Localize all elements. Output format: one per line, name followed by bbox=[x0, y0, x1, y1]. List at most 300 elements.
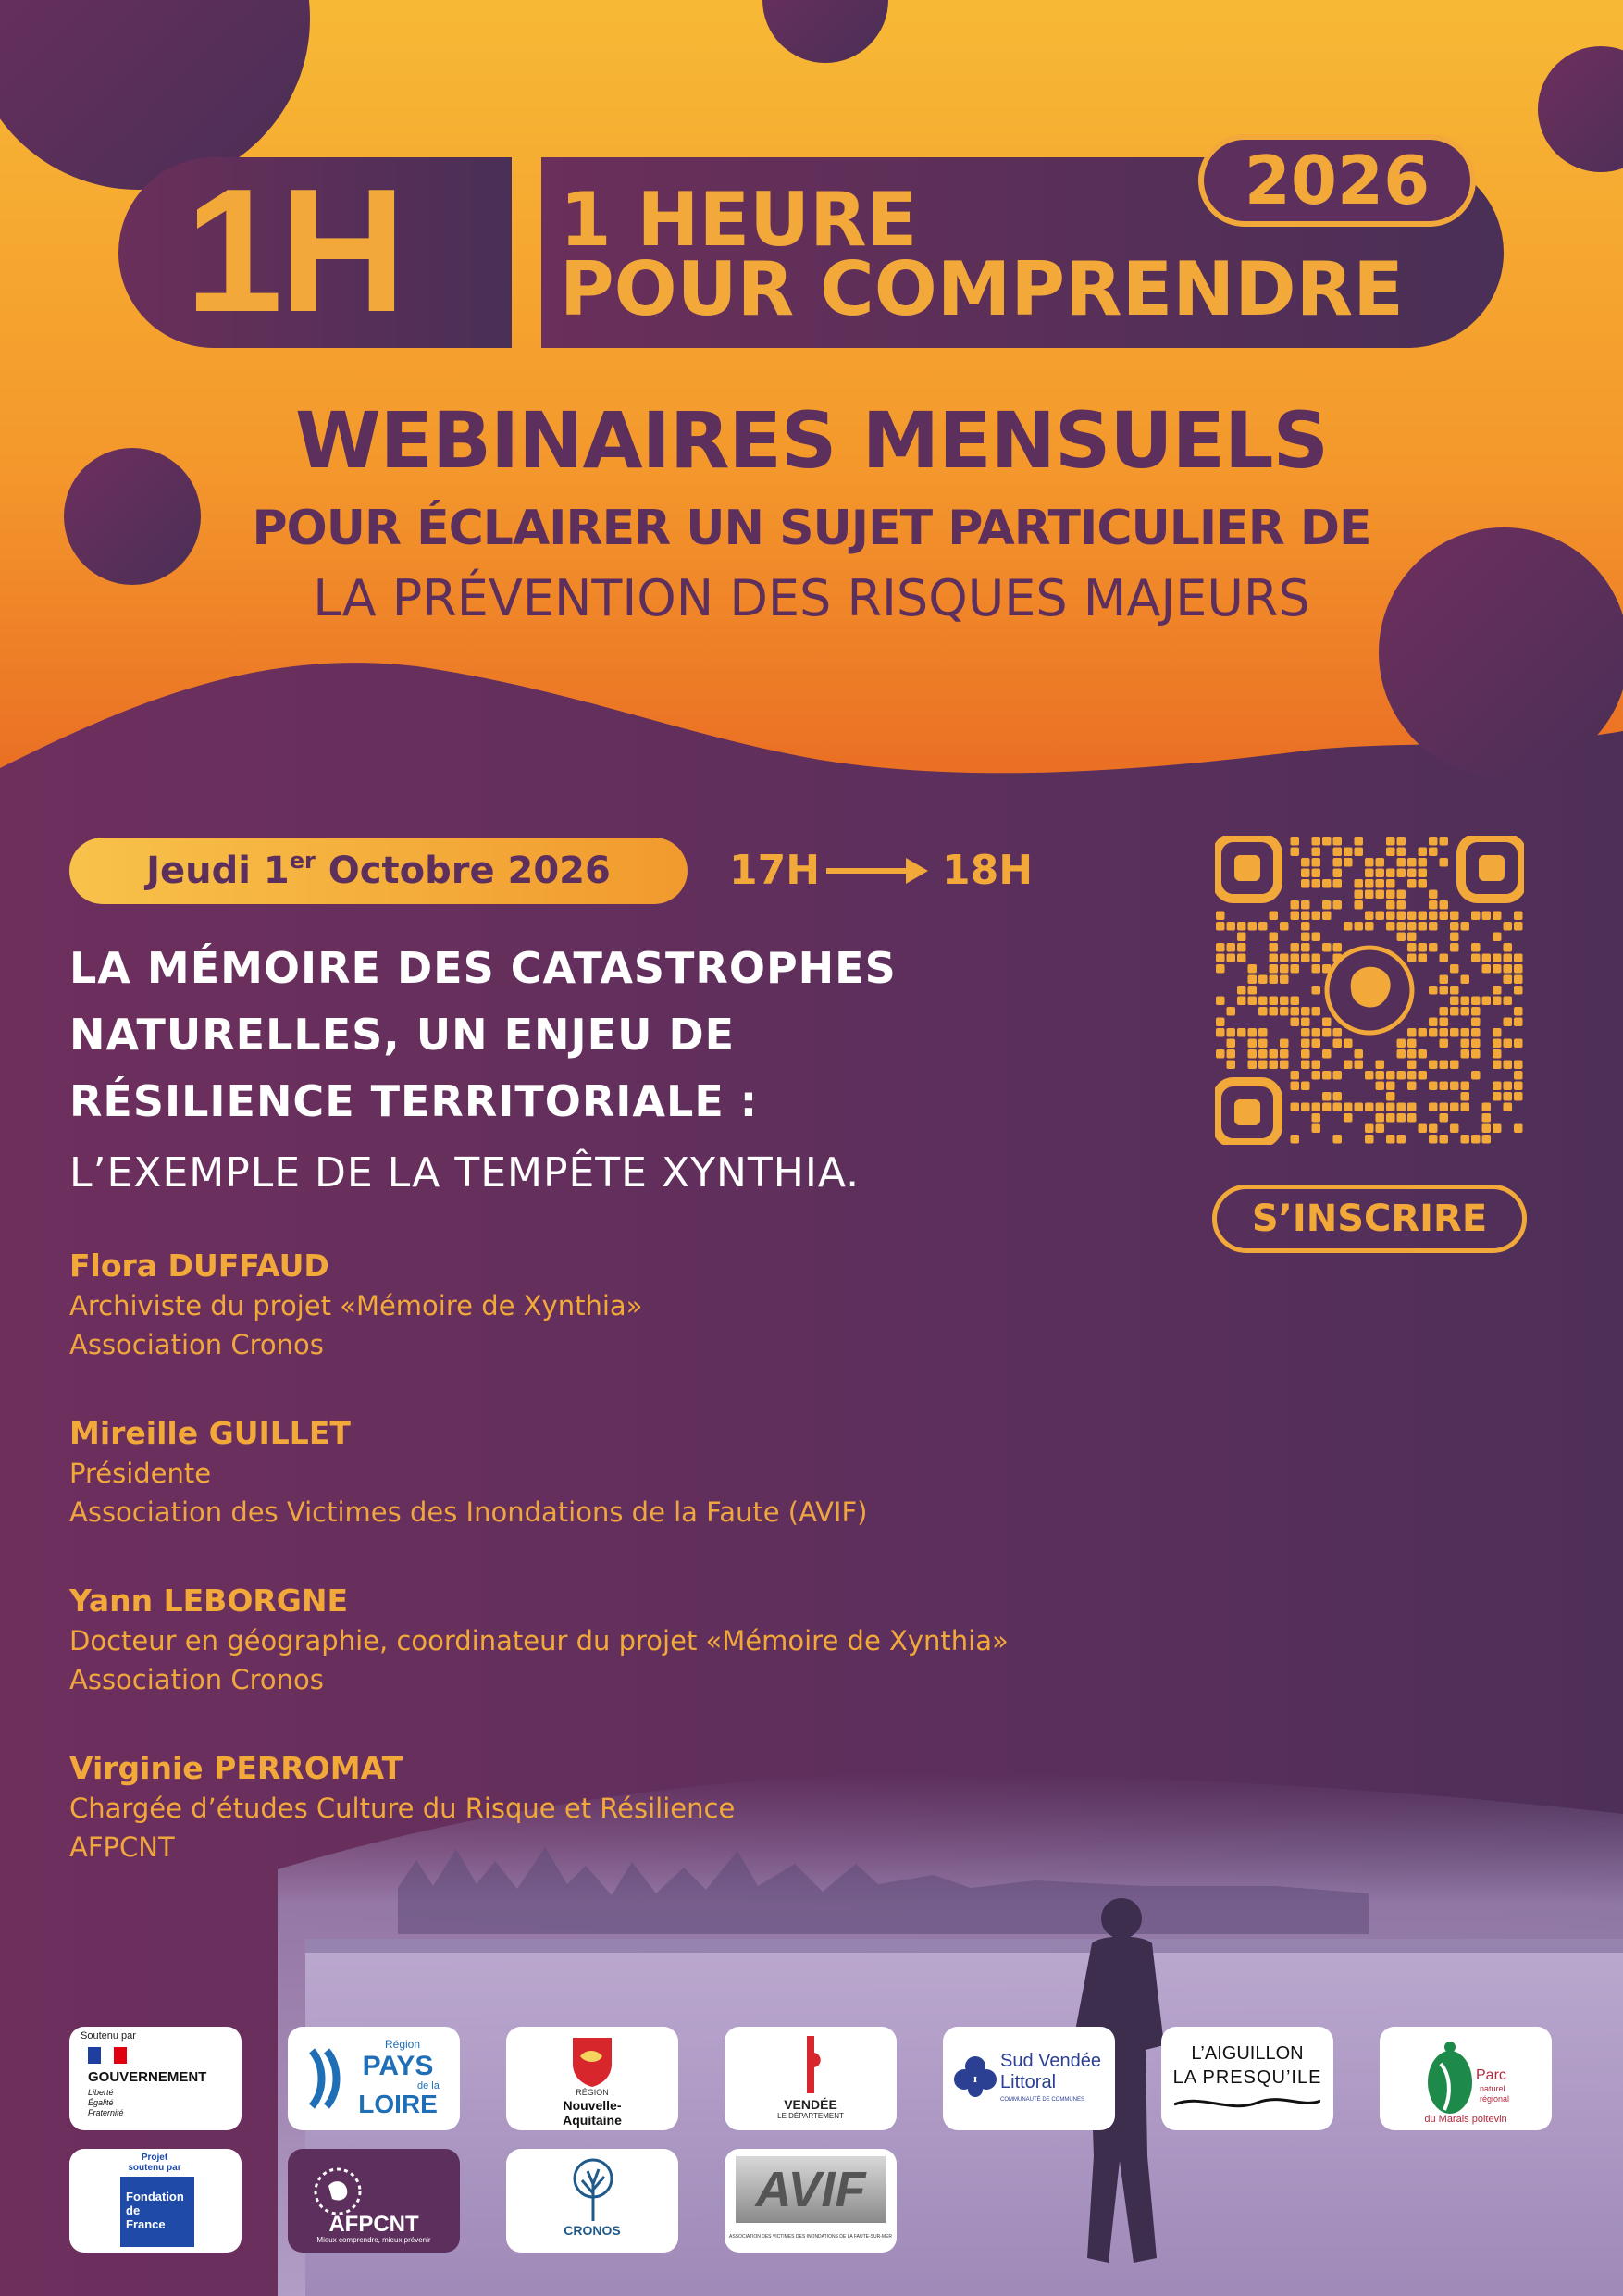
qr-module bbox=[1322, 1049, 1332, 1059]
qr-module bbox=[1419, 1028, 1428, 1037]
logo-l1: Région bbox=[384, 2038, 421, 2051]
qr-module bbox=[1493, 964, 1502, 974]
qr-module bbox=[1514, 1071, 1523, 1080]
qr-module bbox=[1248, 922, 1258, 931]
qr-module bbox=[1504, 954, 1513, 963]
logo-avif bbox=[725, 2149, 897, 2253]
qr-module bbox=[1440, 1028, 1449, 1037]
qr-module bbox=[1461, 1082, 1470, 1091]
qr-module bbox=[1419, 954, 1428, 963]
logo-nouvelle-aquitaine bbox=[506, 2027, 678, 2130]
qr-module bbox=[1344, 858, 1353, 867]
date-suffix: Octobre 2026 bbox=[315, 850, 611, 892]
qr-module bbox=[1429, 912, 1438, 921]
qr-module bbox=[1365, 869, 1374, 878]
talk-title-line-1: LA MÉMOIRE DES CATASTROPHES bbox=[69, 943, 897, 993]
logo-l1: Fondation bbox=[126, 2190, 184, 2203]
qr-module bbox=[1407, 933, 1417, 942]
qr-module bbox=[1355, 1103, 1364, 1112]
qr-module bbox=[1258, 1049, 1268, 1059]
qr-module bbox=[1429, 848, 1438, 857]
logo-name: GOUVERNEMENT bbox=[88, 2069, 207, 2085]
qr-module bbox=[1514, 912, 1523, 921]
qr-module bbox=[1461, 1007, 1470, 1016]
qr-module bbox=[1280, 1007, 1289, 1016]
qr-module bbox=[1440, 1135, 1449, 1144]
qr-module bbox=[1504, 1082, 1513, 1091]
qr-module bbox=[1291, 900, 1300, 910]
qr-module bbox=[1248, 1039, 1258, 1049]
qr-module bbox=[1386, 1135, 1395, 1144]
logo-l1: Parc bbox=[1476, 2067, 1506, 2083]
qr-module bbox=[1333, 879, 1343, 888]
speaker-name: Yann LEBORGNE bbox=[69, 1582, 349, 1619]
title-line-2: POUR COMPRENDRE bbox=[560, 246, 1404, 332]
qr-module bbox=[1312, 1113, 1321, 1123]
qr-module bbox=[1291, 837, 1300, 846]
speaker-name: Flora DUFFAUD bbox=[69, 1247, 329, 1284]
qr-module bbox=[1440, 1039, 1449, 1049]
qr-module bbox=[1440, 912, 1449, 921]
qr-module bbox=[1450, 1082, 1459, 1091]
qr-module bbox=[1270, 912, 1279, 921]
qr-module bbox=[1258, 1039, 1268, 1049]
qr-module bbox=[1216, 964, 1225, 974]
qr-module bbox=[1258, 922, 1268, 931]
speaker-name: Mireille GUILLET bbox=[69, 1415, 351, 1451]
qr-module bbox=[1280, 954, 1289, 963]
qr-module bbox=[1407, 1039, 1417, 1049]
qr-module bbox=[1386, 879, 1395, 888]
qr-module bbox=[1376, 858, 1385, 867]
qr-module bbox=[1291, 1071, 1300, 1080]
qr-module bbox=[1514, 986, 1523, 995]
logo-gouvernement bbox=[69, 2027, 242, 2130]
qr-module bbox=[1397, 1071, 1406, 1080]
qr-module bbox=[1407, 1061, 1417, 1070]
qr-module bbox=[1312, 1071, 1321, 1080]
qr-module bbox=[1397, 890, 1406, 900]
logo-l3: France bbox=[126, 2217, 166, 2231]
qr-module bbox=[1237, 954, 1246, 963]
qr-module bbox=[1333, 900, 1343, 910]
qr-module bbox=[1301, 954, 1310, 963]
logo-l2: LA PRESQU’ILE bbox=[1172, 2067, 1322, 2088]
qr-module bbox=[1291, 964, 1300, 974]
qr-module bbox=[1386, 848, 1395, 857]
time-end: 18H bbox=[942, 847, 1034, 894]
qr-module bbox=[1270, 933, 1279, 942]
qr-module bbox=[1301, 912, 1310, 921]
qr-module bbox=[1301, 922, 1310, 931]
speaker-name: Virginie PERROMAT bbox=[69, 1750, 403, 1786]
qr-module bbox=[1386, 869, 1395, 878]
logo-fondation-de-france bbox=[69, 2149, 242, 2253]
qr-module bbox=[1344, 1113, 1353, 1123]
qr-module bbox=[1280, 975, 1289, 985]
qr-module bbox=[1440, 986, 1449, 995]
qr-module bbox=[1493, 954, 1502, 963]
speaker-3 bbox=[69, 1581, 1009, 1699]
qr-module bbox=[1248, 964, 1258, 974]
qr-module bbox=[1333, 837, 1343, 846]
qr-module bbox=[1301, 869, 1310, 878]
qr-module bbox=[1322, 879, 1332, 888]
qr-module bbox=[1301, 943, 1310, 952]
qr-module bbox=[1365, 879, 1374, 888]
qr-module bbox=[1280, 1061, 1289, 1070]
qr-module bbox=[1365, 890, 1374, 900]
subtitle-purpose: POUR ÉCLAIRER UN SUJET PARTICULIER DE bbox=[252, 501, 1371, 556]
logo-l2: PAYS bbox=[362, 2051, 434, 2081]
qr-module bbox=[1493, 1039, 1502, 1049]
qr-module bbox=[1461, 1028, 1470, 1037]
qr-module bbox=[1227, 1049, 1236, 1059]
qr-module bbox=[1514, 1061, 1523, 1070]
qr-module bbox=[1482, 1113, 1492, 1123]
qr-module bbox=[1514, 975, 1523, 985]
qr-module bbox=[1312, 1103, 1321, 1112]
qr-module bbox=[1471, 954, 1481, 963]
qr-module bbox=[1461, 1092, 1470, 1101]
qr-module bbox=[1386, 890, 1395, 900]
logo-vendee bbox=[725, 2027, 897, 2130]
qr-module bbox=[1471, 1039, 1481, 1049]
qr-module bbox=[1270, 1007, 1279, 1016]
qr-module bbox=[1291, 848, 1300, 857]
qr-module bbox=[1248, 1049, 1258, 1059]
qr-module bbox=[1216, 1018, 1225, 1027]
qr-module bbox=[1419, 912, 1428, 921]
qr-module bbox=[1461, 997, 1470, 1006]
qr-module bbox=[1429, 986, 1438, 995]
qr-module bbox=[1514, 954, 1523, 963]
speaker-1 bbox=[69, 1246, 642, 1364]
qr-module bbox=[1419, 1124, 1428, 1134]
logo-l1: L’AIGUILLON bbox=[1191, 2043, 1304, 2064]
qr-module bbox=[1312, 879, 1321, 888]
speaker-org: Association Cronos bbox=[69, 1664, 324, 1695]
qr-module bbox=[1301, 933, 1310, 942]
logo-l3: Aquitaine bbox=[563, 2113, 622, 2128]
qr-module bbox=[1450, 912, 1459, 921]
qr-module bbox=[1322, 1071, 1332, 1080]
talk-title-line-2: NATURELLES, UN ENJEU DE bbox=[69, 1010, 736, 1060]
qr-module bbox=[1440, 975, 1449, 985]
qr-module bbox=[1227, 1007, 1236, 1016]
qr-module bbox=[1397, 900, 1406, 910]
qr-module bbox=[1270, 943, 1279, 952]
logo-text bbox=[120, 2190, 194, 2231]
qr-module bbox=[1291, 997, 1300, 1006]
qr-module bbox=[1407, 1113, 1417, 1123]
qr-module bbox=[1429, 1103, 1438, 1112]
qr-module bbox=[1514, 1018, 1523, 1027]
qr-module bbox=[1429, 1028, 1438, 1037]
logo-l3: de la bbox=[417, 2080, 440, 2091]
qr-module bbox=[1237, 933, 1246, 942]
qr-module bbox=[1493, 912, 1502, 921]
qr-module bbox=[1270, 1061, 1279, 1070]
qr-module bbox=[1333, 1039, 1343, 1049]
qr-module bbox=[1258, 997, 1268, 1006]
qr-module bbox=[1270, 954, 1279, 963]
qr-module bbox=[1397, 869, 1406, 878]
qr-module bbox=[1291, 1103, 1300, 1112]
event-date bbox=[69, 838, 688, 904]
speaker-role: Chargée d’études Culture du Risque et Résilience bbox=[69, 1793, 736, 1824]
qr-module bbox=[1440, 837, 1449, 846]
qr-module bbox=[1280, 922, 1289, 931]
deco-circle bbox=[1379, 527, 1623, 777]
qr-module bbox=[1386, 922, 1395, 931]
qr-module bbox=[1482, 1135, 1492, 1144]
logo-mark: 1H bbox=[185, 153, 403, 349]
qr-module bbox=[1258, 1007, 1268, 1016]
qr-module bbox=[1429, 943, 1438, 952]
qr-module bbox=[1450, 1103, 1459, 1112]
qr-module bbox=[1322, 1092, 1332, 1101]
qr-module bbox=[1376, 1113, 1385, 1123]
logo-sud-vendee-littoral bbox=[943, 2027, 1115, 2130]
qr-module bbox=[1333, 848, 1343, 857]
speaker-4 bbox=[69, 1748, 735, 1867]
clover-icon bbox=[952, 2054, 998, 2101]
qr-module bbox=[1333, 1071, 1343, 1080]
qr-module bbox=[1386, 900, 1395, 910]
qr-module bbox=[1301, 1103, 1310, 1112]
qr-module bbox=[1461, 1049, 1470, 1059]
qr-module bbox=[1407, 879, 1417, 888]
speaker-org: AFPCNT bbox=[69, 1831, 175, 1863]
qr-module bbox=[1291, 1007, 1300, 1016]
logo-l2: Littoral bbox=[1000, 2072, 1057, 2092]
qr-module bbox=[1482, 1103, 1492, 1112]
qr-module bbox=[1514, 964, 1523, 974]
qr-module bbox=[1355, 1049, 1364, 1059]
qr-module bbox=[1397, 837, 1406, 846]
qr-module bbox=[1504, 997, 1513, 1006]
afpcnt-globe-icon bbox=[312, 2166, 364, 2217]
tree-icon bbox=[567, 2156, 619, 2221]
logo-l3: régional bbox=[1480, 2094, 1510, 2104]
qr-module bbox=[1397, 848, 1406, 857]
logo-name: CRONOS bbox=[564, 2223, 621, 2238]
qr-module bbox=[1258, 975, 1268, 985]
qr-module bbox=[1440, 1061, 1449, 1070]
qr-module bbox=[1216, 954, 1225, 963]
qr-module bbox=[1407, 954, 1417, 963]
qr-module bbox=[1301, 879, 1310, 888]
qr-module bbox=[1419, 943, 1428, 952]
qr-module bbox=[1237, 997, 1246, 1006]
qr-module bbox=[1376, 912, 1385, 921]
speaker-role: Archiviste du projet «Mémoire de Xynthia» bbox=[69, 1290, 643, 1322]
qr-module bbox=[1355, 1061, 1364, 1070]
qr-module bbox=[1386, 1103, 1395, 1112]
qr-module bbox=[1397, 1103, 1406, 1112]
qr-module bbox=[1514, 1039, 1523, 1049]
logo-l2: Nouvelle- bbox=[563, 2098, 622, 2113]
qr-module bbox=[1376, 890, 1385, 900]
logo-tag1: Projet bbox=[141, 2153, 168, 2163]
qr-module bbox=[1365, 1124, 1374, 1134]
qr-module bbox=[1365, 1135, 1374, 1144]
photo-shore bbox=[305, 1939, 1623, 1953]
qr-module bbox=[1493, 1124, 1502, 1134]
qr-module bbox=[1397, 922, 1406, 931]
qr-module bbox=[1312, 1039, 1321, 1049]
qr-module bbox=[1386, 1071, 1395, 1080]
qr-module bbox=[1504, 964, 1513, 974]
qr-module bbox=[1429, 1082, 1438, 1091]
qr-module bbox=[1355, 900, 1364, 910]
qr-module bbox=[1471, 1049, 1481, 1059]
motto-3: Fraternité bbox=[88, 2108, 124, 2117]
qr-module bbox=[1471, 1018, 1481, 1027]
qr-module bbox=[1312, 1028, 1321, 1037]
qr-module bbox=[1355, 890, 1364, 900]
qr-module bbox=[1397, 912, 1406, 921]
qr-module bbox=[1322, 837, 1332, 846]
speaker-org: Association Cronos bbox=[69, 1329, 324, 1360]
qr-module bbox=[1461, 922, 1470, 931]
qr-module bbox=[1312, 837, 1321, 846]
qr-module bbox=[1407, 869, 1417, 878]
qr-module bbox=[1376, 869, 1385, 878]
qr-module bbox=[1322, 1028, 1332, 1037]
qr-module bbox=[1333, 1028, 1343, 1037]
qr-module bbox=[1291, 954, 1300, 963]
qr-code[interactable] bbox=[1215, 836, 1524, 1145]
logo-name: AFPCNT bbox=[328, 2212, 419, 2237]
qr-module bbox=[1493, 1028, 1502, 1037]
qr-module bbox=[1419, 848, 1428, 857]
logo-parc-marais-poitevin bbox=[1380, 2027, 1552, 2130]
qr-module bbox=[1355, 879, 1364, 888]
qr-module bbox=[1504, 922, 1513, 931]
qr-module bbox=[1237, 986, 1246, 995]
qr-module bbox=[1482, 997, 1492, 1006]
qr-module bbox=[1440, 1103, 1449, 1112]
qr-module bbox=[1450, 922, 1459, 931]
qr-module bbox=[1514, 1124, 1523, 1134]
qr-module bbox=[1376, 879, 1385, 888]
wave-mark-icon bbox=[1174, 2093, 1320, 2114]
qr-module bbox=[1493, 1082, 1502, 1091]
qr-module bbox=[1216, 1049, 1225, 1059]
qr-module bbox=[1407, 1103, 1417, 1112]
qr-module bbox=[1216, 922, 1225, 931]
qr-module bbox=[1429, 1135, 1438, 1144]
qr-module bbox=[1471, 1071, 1481, 1080]
qr-module bbox=[1471, 1028, 1481, 1037]
qr-module bbox=[1322, 900, 1332, 910]
qr-module bbox=[1280, 964, 1289, 974]
qr-module bbox=[1419, 1049, 1428, 1059]
vendee-mark-icon bbox=[797, 2034, 824, 2095]
qr-module bbox=[1450, 997, 1459, 1006]
logo-l2: de bbox=[126, 2203, 141, 2217]
qr-module bbox=[1429, 1061, 1438, 1070]
year-label: 2026 bbox=[1244, 142, 1431, 219]
qr-module bbox=[1344, 1103, 1353, 1112]
logo-l1: RÉGION bbox=[576, 2088, 609, 2097]
qr-module bbox=[1270, 964, 1279, 974]
qr-module bbox=[1270, 997, 1279, 1006]
qr-module bbox=[1450, 964, 1459, 974]
qr-module bbox=[1333, 1135, 1343, 1144]
qr-module bbox=[1344, 1039, 1353, 1049]
qr-module bbox=[1216, 943, 1225, 952]
qr-module bbox=[1407, 858, 1417, 867]
qr-module bbox=[1461, 1103, 1470, 1112]
qr-module bbox=[1344, 848, 1353, 857]
date-prefix: Jeudi 1 bbox=[146, 850, 290, 892]
qr-module bbox=[1312, 858, 1321, 867]
qr-module bbox=[1376, 1061, 1385, 1070]
qr-module bbox=[1440, 1113, 1449, 1123]
qr-module bbox=[1301, 1039, 1310, 1049]
qr-module bbox=[1227, 1039, 1236, 1049]
qr-module bbox=[1429, 922, 1438, 931]
qr-module bbox=[1504, 1092, 1513, 1101]
qr-module bbox=[1504, 1039, 1513, 1049]
qr-module bbox=[1344, 922, 1353, 931]
qr-module bbox=[1440, 900, 1449, 910]
qr-module bbox=[1333, 869, 1343, 878]
qr-module bbox=[1248, 1061, 1258, 1070]
qr-module bbox=[1237, 1028, 1246, 1037]
qr-module bbox=[1301, 1028, 1310, 1037]
qr-module bbox=[1322, 912, 1332, 921]
qr-module bbox=[1227, 954, 1236, 963]
qr-module bbox=[1365, 922, 1374, 931]
qr-module bbox=[1482, 954, 1492, 963]
qr-module bbox=[1237, 943, 1246, 952]
qr-module bbox=[1312, 1007, 1321, 1016]
qr-module bbox=[1482, 1124, 1492, 1134]
logo-l4: LOIRE bbox=[358, 2090, 438, 2118]
speaker-role: Docteur en géographie, coordinateur du projet «Mémoire de Xynthia» bbox=[69, 1625, 1009, 1657]
logo-l1: VENDÉE bbox=[784, 2097, 837, 2112]
logo-tag2: soutenu par bbox=[128, 2163, 181, 2173]
qr-module bbox=[1419, 922, 1428, 931]
register-button[interactable]: S’INSCRIRE bbox=[1212, 1185, 1527, 1253]
qr-module bbox=[1482, 964, 1492, 974]
qr-module bbox=[1280, 1049, 1289, 1059]
qr-module bbox=[1301, 1049, 1310, 1059]
logo-name: AVIF bbox=[736, 2156, 886, 2223]
qr-module bbox=[1258, 1061, 1268, 1070]
qr-module bbox=[1419, 1071, 1428, 1080]
qr-module bbox=[1482, 912, 1492, 921]
qr-module bbox=[1493, 997, 1502, 1006]
logo-aiguillon bbox=[1161, 2027, 1333, 2130]
qr-module bbox=[1450, 933, 1459, 942]
aquitaine-shield-icon bbox=[569, 2036, 615, 2088]
qr-module bbox=[1493, 1092, 1502, 1101]
logo-cronos bbox=[506, 2149, 678, 2253]
logo-motto bbox=[88, 2088, 124, 2118]
qr-module bbox=[1461, 975, 1470, 985]
qr-module bbox=[1333, 1103, 1343, 1112]
qr-module bbox=[1333, 1092, 1343, 1101]
qr-module bbox=[1407, 1082, 1417, 1091]
qr-module bbox=[1514, 922, 1523, 931]
motto-2: Égalité bbox=[88, 2098, 114, 2107]
qr-module bbox=[1270, 975, 1279, 985]
